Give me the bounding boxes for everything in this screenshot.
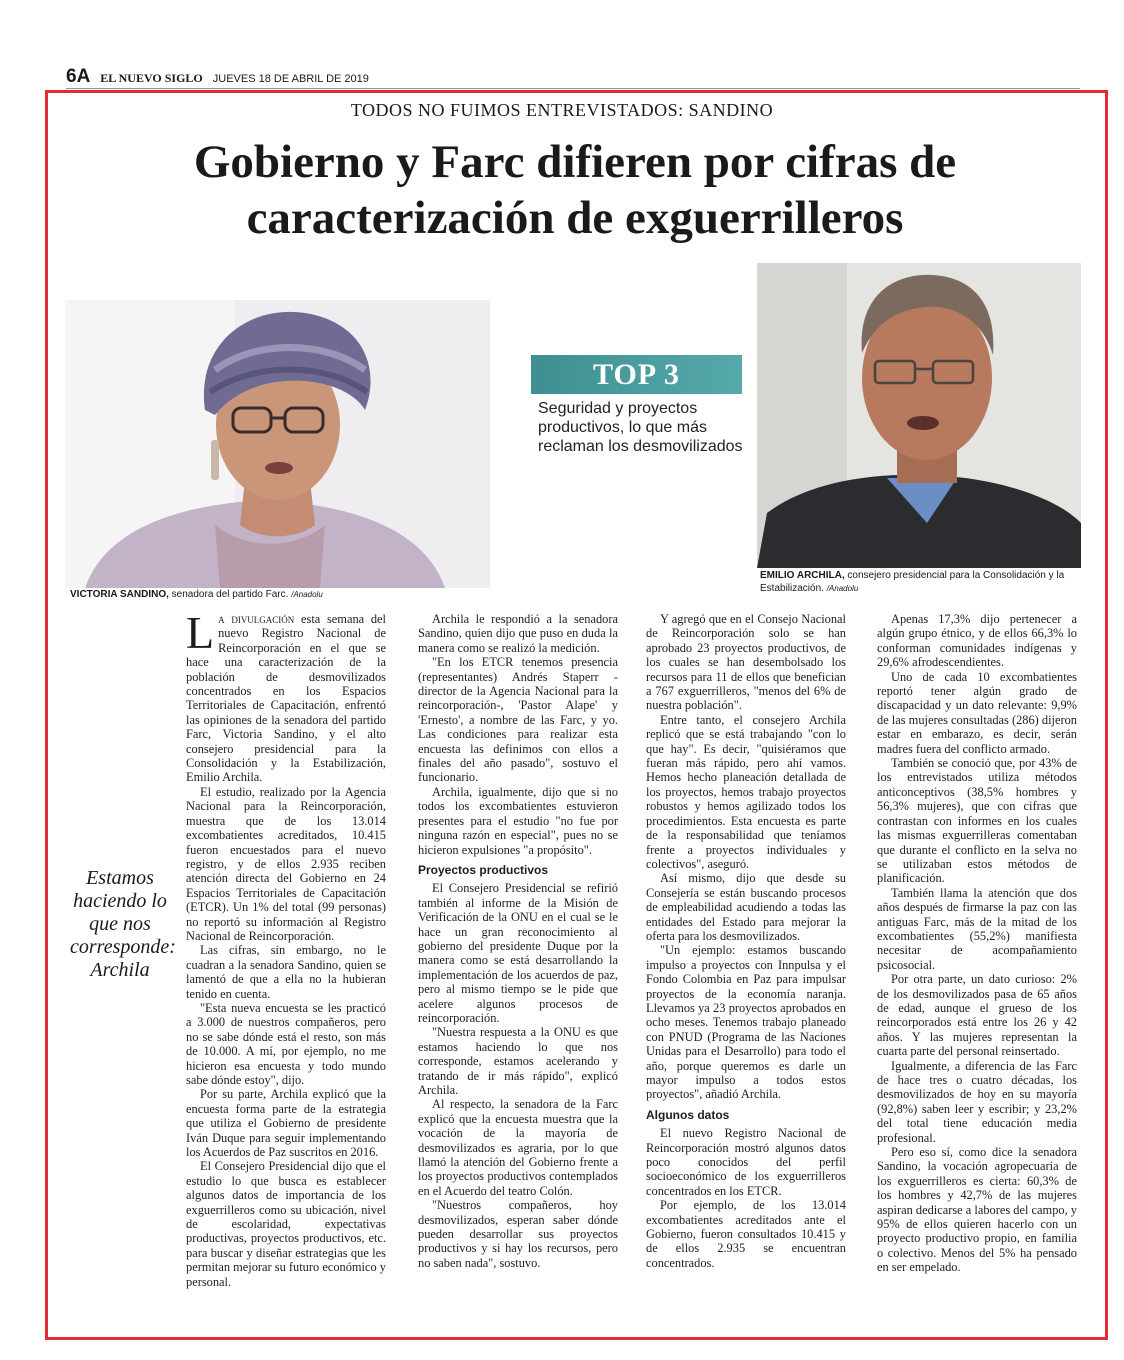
paragraph: Por ejemplo, de los 13.014 excombatientes acreditados ante el Gobierno, fueron consultados 10.415 y de ellos 2.935 se encuentran concentrados. xyxy=(646,1198,846,1270)
article-column-4 xyxy=(877,612,1077,1275)
paragraph: El nuevo Registro Nacional de Reincorporación mostró algunos datos poco conocidos del perfil socioeconómico de los exguerrilleros concentrados en los ETCR. xyxy=(646,1126,846,1198)
caption-left-name: VICTORIA SANDINO, xyxy=(70,589,169,600)
paragraph: El Consejero Presidencial se refirió también al informe de la Misión de Verificación de la ONU en el cual se le hace un gran reconocimiento al gobierno del presidente Duque por la manera como se está desarrollando la implementación de los acuerdos de paz, pero al mismo tiempo se le pide que acelere algunos procesos de reincorporación. xyxy=(418,881,618,1025)
article-kicker: TODOS NO FUIMOS ENTREVISTADOS: SANDINO xyxy=(350,100,774,120)
newspaper-name: EL NUEVO SIGLO xyxy=(100,71,203,85)
paragraph: Las cifras, sin embargo, no le cuadran a la senadora Sandino, quien se lamentó de que a ella no la hubieran tenido en cuenta. xyxy=(186,943,386,1001)
paragraph: "En los ETCR tenemos presencia (representantes) Andrés Staperr -director de la Agencia Nacional para la reincorporación-, 'Pastor Alape' y 'Ernesto', a nombre de las Farc, y yo. Las condiciones para realizar esta encuesta las definimos con ellos a finales del año pasado", sostuvo el funcionario. xyxy=(418,655,618,785)
photo-emilio-archila xyxy=(757,263,1081,568)
paragraph: También se conoció que, por 43% de los entrevistados utiliza métodos anticonceptivos (38,5% hombres y 56,3% mujeres), que con cifras que contrastan con informes en los cuales las mismas exguerrilleras comentaban que durante el conflicto en la selva no se utilizaban estos métodos de planificación. xyxy=(877,756,1077,886)
paragraph: Uno de cada 10 excombatientes reportó tener algún grado de discapacidad y un dato relevante: 9,9% de las mujeres consultadas (286) dijeron estar en embarazo, es decir, serán madres fuera del conflicto armado. xyxy=(877,669,1077,756)
paragraph: "Nuestra respuesta a la ONU es que estamos haciendo lo que nos corresponde, estamos acelerando y tratando de ir más rápido", explicó Archila. xyxy=(418,1025,618,1097)
lead-in: a divulgación xyxy=(218,612,295,626)
paragraph: Por otra parte, un dato curioso: 2% de los desmovilizados pasa de 65 años de edad, aunque el grueso de los reincorporados está entre los 26 y 42 años. Y las mujeres representan la cuarta parte del personal reinsertado. xyxy=(877,972,1077,1059)
page-header xyxy=(66,66,1080,89)
portrait-man-illustration xyxy=(757,263,1081,568)
paragraph: "Esta nueva encuesta se les practicó a 3.000 de nuestros compañeros, pero no se sabe dónde está el resto, son más de 10.000. A mí, por ejemplo, no me hicieron esa encuesta y todo mundo sabe dónde estoy", dijo. xyxy=(186,1000,386,1087)
subheading: Algunos datos xyxy=(646,1107,730,1122)
top3-text: Seguridad y proyectos productivos, lo que más reclaman los desmovilizados xyxy=(538,400,743,455)
paragraph xyxy=(186,607,386,785)
portrait-woman-illustration xyxy=(65,300,490,588)
paragraph: Archila le respondió a la senadora Sandino, quien dijo que puso en duda la manera como se realizó la medición. xyxy=(418,612,618,655)
paragraph: Al respecto, la senadora de la Farc explicó que la encuesta muestra que la vocación de la mayoría de desmovilizados es agraria, por lo que llamó la atención del Gobierno frente a los proyectos productivos contemplados en el Acuerdo del teatro Colón. xyxy=(418,1097,618,1198)
caption-right-credit: /Anadolu xyxy=(826,584,859,593)
photo-victoria-sandino xyxy=(65,300,490,588)
paragraph: "Un ejemplo: estamos buscando impulso a proyectos con Innpulsa y el Fondo Colombia en Paz para impulsar proyectos de la economía naranja. Llevamos ya 23 proyectos aprobados en ocho meses. Tenemos trabajo planeado con PNUD (Programa de las Naciones Unidas para el Desarrollo) para todo el año, porque queremos es darle un mayor impulso a todos estos proyectos", añadió Archila. xyxy=(646,943,846,1102)
paragraph: "Nuestros compañeros, hoy desmovilizados, esperan saber dónde pueden desarrollar sus proyectos productivos y si hay los recursos, pero no saben nada", sostuvo. xyxy=(418,1198,618,1270)
paragraph: Archila, igualmente, dijo que si no todos los excombatientes estuvieron presentes para el estudio "no fue por ninguna razón en especial", pues no se hicieron expulsiones "a propósito". xyxy=(418,784,618,857)
article-headline: Gobierno y Farc difieren por cifras de caracterización de exguerrilleros xyxy=(193,136,957,244)
subheading: Proyectos productivos xyxy=(418,862,549,877)
caption-right-text: consejero presidencial para la Consolidación y la Estabilización. xyxy=(760,570,1065,594)
paragraph: Apenas 17,3% dijo pertenecer a algún grupo étnico, y de ellos 66,3% lo conforman comunidades indígenas y 29,6% afrodescendientes. xyxy=(877,612,1077,670)
paragraph: El estudio, realizado por la Agencia Nacional para la Reincorporación, muestra que de los 13.014 excombatientes acreditados, 10.415 fueron encuestados para el nuevo registro, y de ellos 2.935 reciben atención directa del Gobierno en 24 Espacios Territoriales de Capacitación (ETCR). Un 1% del total (99 personas) no reportó su información al Registro Nacional de Reincorporación. xyxy=(186,784,386,943)
paragraph: También llama la atención que dos años después de firmarse la paz con las antiguas Farc, más de la mitad de los excombatientes (55,2%) manifiesta necesitar de acompañamiento psicosocial. xyxy=(877,885,1077,972)
dropcap: L xyxy=(186,607,215,658)
pull-quote: Estamos haciendo lo que nos corresponde: Archila xyxy=(70,867,176,981)
paragraph: Y agregó que en el Consejo Nacional de Reincorporación solo se han aprobado 23 proyectos productivos, de los cuales se han desembolsado los recursos para 11 de ellos que benefician a 767 exguerrilleros, "menos del 6% de nuestra población". xyxy=(646,612,846,713)
photo-right-caption xyxy=(760,569,1082,595)
caption-left-credit: /Anadolu xyxy=(291,590,323,599)
publication-date: JUEVES 18 DE ABRIL DE 2019 xyxy=(212,73,369,85)
top3-label: TOP 3 xyxy=(531,355,742,394)
caption-right-name: EMILIO ARCHILA, xyxy=(760,570,845,581)
paragraph: Pero eso sí, como dice la senadora Sandino, la vocación agropecuaria de los exguerrilleros es cierta: 60,3% de los hombres y 42,7% de las mujeres aspiran dedicarse a labores del campo, y 95% de ellos quieren hacerlo con un proyecto productivo propio, en familia o colectivo. Menos del 5% ha pensado en ser empelado. xyxy=(877,1145,1077,1275)
caption-left-text: senadora del partido Farc. xyxy=(168,589,289,600)
paragraph: Por su parte, Archila explicó que la encuesta forma parte de la estrategia que utiliza el Gobierno de presidente Iván Duque para seguir implementando los Acuerdos de Paz suscritos en 2016. xyxy=(186,1087,386,1160)
photo-left-caption xyxy=(70,588,490,601)
article-column-1 xyxy=(186,607,386,1289)
paragraph-text: esta semana del nuevo Registro Nacional de Reincorporación en el que se hace una caracterización de la población de desmovilizados concentrados en los Espacios Territoriales de Capacitación, enfrentó las opiniones de la senadora del partido Farc, Victoria Sandino, y el alto consejero presidencial para la Consolidación y la Estabilización, Emilio Archila. xyxy=(186,612,386,785)
page-number: 6A xyxy=(66,66,91,87)
paragraph: Entre tanto, el consejero Archila replicó que se está trabajando "con lo que hay". Es decir, "quisiéramos que fueran más rápido, pero ahí vamos. Hemos hecho planeación detallada de los proyectos, hemos trabajo proyectos robustos y hemos agilizado todos los procedimientos. Esta encuesta es parte de la responsabilidad que teníamos frente a proyectos individuales y colectivos", aseguró. xyxy=(646,712,846,871)
article-column-2 xyxy=(418,612,618,1270)
paragraph: Así mismo, dijo que desde su Consejería se están buscando procesos de empleabilidad acudiendo a todas las entidades del Estado para mejorar la oferta para los desmovilizados. xyxy=(646,871,846,943)
paragraph: Igualmente, a diferencia de las Farc de hace tres o cuatro décadas, los desmovilizados de hoy en su mayoría (92,8%) saben leer y escribir; y 23,2% del total tiene educación media profesional. xyxy=(877,1058,1077,1145)
paragraph: El Consejero Presidencial dijo que el estudio lo que busca es establecer algunos datos de importancia de los exguerrilleros como su ubicación, nivel de escolaridad, expectativas productivas, proyectos productivos, etc. para buscar y diseñar estrategias que les permitan mejorar su futuro económico y personal. xyxy=(186,1159,386,1289)
article-column-3 xyxy=(646,612,846,1270)
